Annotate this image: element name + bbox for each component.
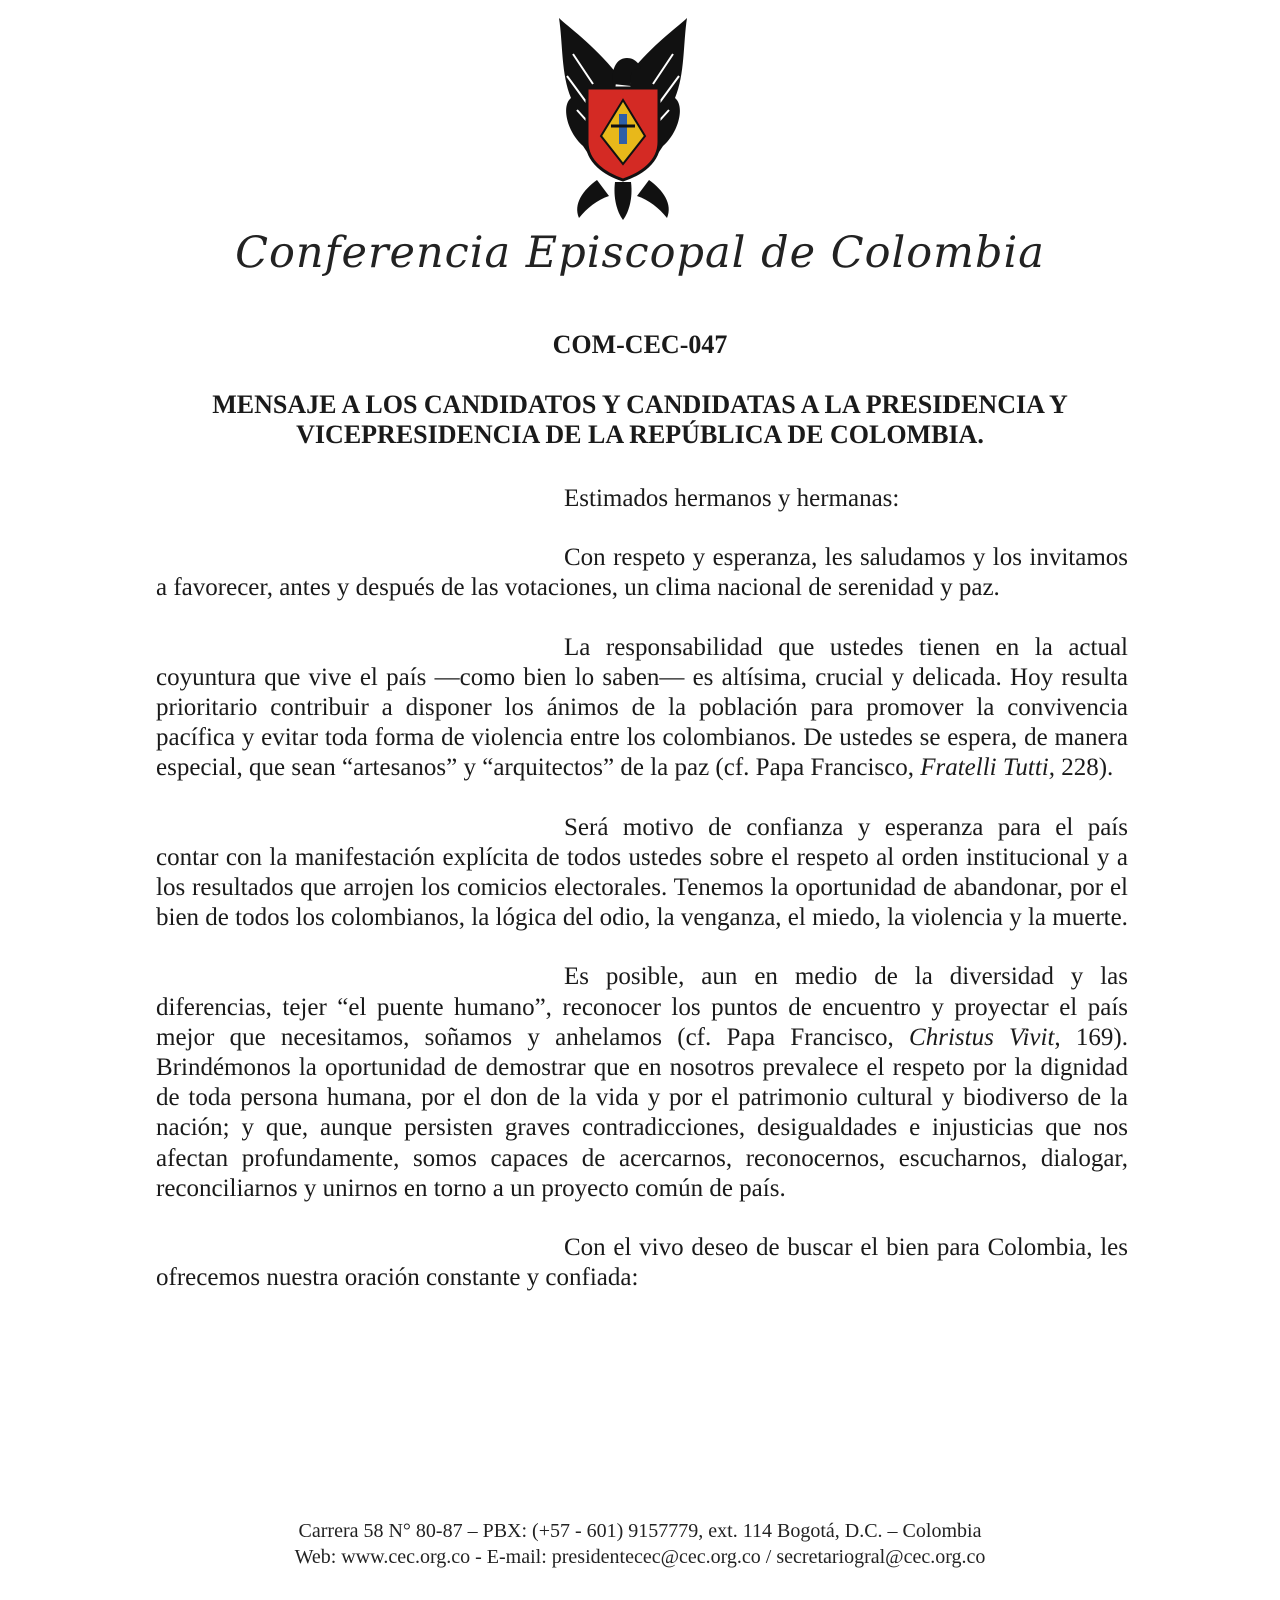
- paragraph-3: Será motivo de confianza y esperanza para el país contar con la manifestación explícita de todos ustedes sobre el respeto al orden institucional y a los resultados que arrojen los comicios electorales. Tenemos la oportunidad de abandonar, por el bien de todos los colombianos, la lógica del odio, la venganza, el miedo, la violencia y la muerte.: [156, 813, 1128, 932]
- document-title: [140, 390, 1140, 450]
- document-title-line-2: VICEPRESIDENCIA DE LA REPÚBLICA DE COLOMBIA.: [296, 420, 984, 449]
- footer-contact: Web: www.cec.org.co - E-mail: presidentecec@cec.org.co / secretariogral@cec.org.co: [294, 1546, 986, 1568]
- document-code: COM-CEC-047: [552, 330, 728, 359]
- paragraph-2-text: La responsabilidad que ustedes tienen en la actual coyuntura que vive el país —como bien lo saben— es altísima, crucial y delicada. Hoy resulta prioritario contribuir a disponer los ánimos de la población para promover la convivencia pacífica y evitar toda forma de violencia entre los colombianos. De ustedes se espera, de manera especial, que sean “artesanos” y “arquitectos” de la paz (cf. Papa Francisco,: [156, 633, 1128, 782]
- paragraph-4-text-end: , 169). Brindémonos la oportunidad de demostrar que en nosotros prevalece el respeto por la dignidad de toda persona humana, por el don de la vida y por el patrimonio cultural y biodiverso de la nación; y que, aunque persisten graves contradicciones, desigualdades e injusticias que nos afectan profundamente, somos capaces de acercarnos, reconocernos, escucharnos, dialogar, reconciliarnos y unirnos en torno a un proyecto común de país.: [156, 1023, 1128, 1202]
- paragraph-4-citation: Christus Vivit: [909, 1023, 1055, 1051]
- paragraph-2-citation: Fratelli Tutti,: [920, 754, 1055, 782]
- greeting: Estimados hermanos y hermanas:: [564, 485, 900, 512]
- paragraph-2-text-end: 228).: [1054, 754, 1114, 782]
- paragraph-4: [156, 962, 1128, 1204]
- paragraph-5: Con el vivo deseo de buscar el bien para Colombia, les ofrecemos nuestra oración constante y confiada:: [156, 1234, 1128, 1292]
- footer-address: Carrera 58 N° 80-87 – PBX: (+57 - 601) 9157779, ext. 114 Bogotá, D.C. – Colombia: [298, 1520, 982, 1542]
- paragraph-4-text: Es posible, aun en medio de la diversidad y las diferencias, tejer “el puente humano”, reconocer los puntos de encuentro y proyectar el país mejor que necesitamos, soñamos y anhelamos (cf. Papa Francisco,: [156, 963, 1128, 1051]
- document-title-line-1: MENSAJE A LOS CANDIDATOS Y CANDIDATAS A LA PRESIDENCIA Y: [212, 390, 1068, 419]
- paragraph-2: [156, 633, 1128, 784]
- episcopal-crest-eagle-icon: [553, 14, 693, 224]
- footer: [0, 1518, 1280, 1570]
- letter-body: [156, 484, 1128, 1322]
- organization-name: Conferencia Episcopal de Colombia: [235, 228, 1045, 278]
- paragraph-1: Con respeto y esperanza, les saludamos y los invitamos a favorecer, antes y después de las votaciones, un clima nacional de serenidad y paz.: [156, 544, 1128, 602]
